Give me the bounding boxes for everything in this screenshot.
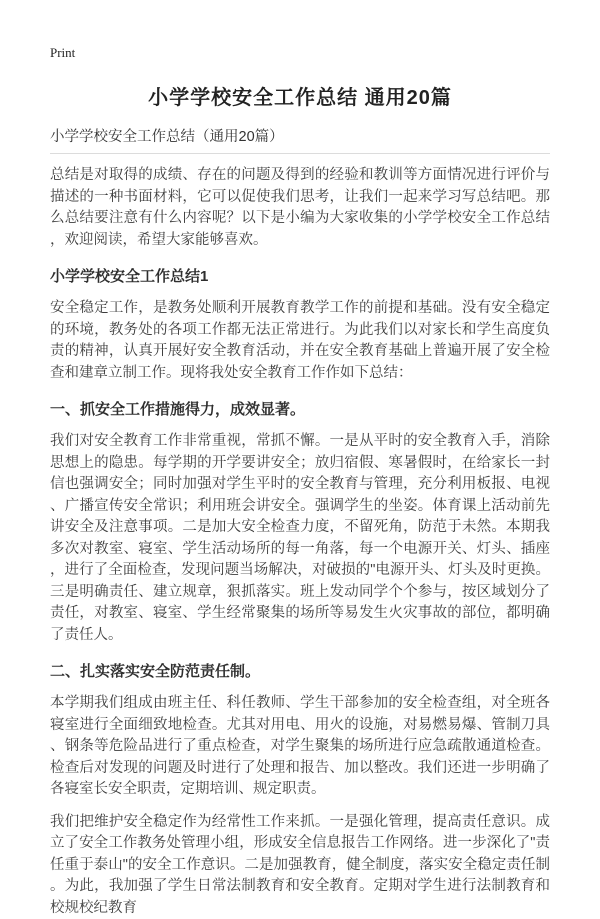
paragraph-management: 我们把维护安全稳定作为经常性工作来抓。一是强化管理，提高责任意识。成立了安全工作教务处管理小组，形成安全信息报告工作网络。进一步深化了"责任重于泰山"的安全工作意识。二是加强教育，健全制度，落实安全稳定责任制。为此，我加强了学生日常法制教育和安全教育。定期对学生进行法制教育和校规校纪教育 <box>50 812 550 919</box>
document-subtitle: 小学学校安全工作总结（通用20篇） <box>50 127 550 154</box>
paragraph-overview: 安全稳定工作，是教务处顺利开展教育教学工作的前提和基础。没有安全稳定的环境，教务处的各项工作都无法正常进行。为此我们以对家长和学生高度负责的精神，认真开展好安全教育活动，并在安全教育基础上普遍开展了安全检查和建章立制工作。现将我处安全教育工作作如下总结： <box>50 298 550 384</box>
print-button[interactable]: Print <box>50 45 75 61</box>
section-heading-responsibility: 二、扎实落实安全防范责任制。 <box>50 661 550 682</box>
paragraph-measures: 我们对安全教育工作非常重视，常抓不懈。一是从平时的安全教育入手，消除思想上的隐患。每学期的开学要讲安全；放归宿假、寒暑假时，在给家长一封信也强调安全；同时加强对学生平时的安全教育与管理，充分利用板报、电视、广播宣传安全常识；利用班会讲安全。强调学生的坐姿。体育课上活动前先讲安全及注意事项。二是加大安全检查力度，不留死角，防范于未然。本期我多次对教室、寝室、学生活动场所的每一角落，每一个电源开关、灯头、插座，进行了全面检查，发现问题当场解决，对破损的"电源开头、灯头及时更换。三是明确责任、建立规章，狠抓落实。班上发动同学个个参与，按区域划分了责任，对教室、寝室、学生经常聚集的场所等易发生火灾事故的部位，都明确了责任人。 <box>50 431 550 646</box>
paragraph-inspection: 本学期我们组成由班主任、科任教师、学生干部参加的安全检查组，对全班各寝室进行全面细致地检查。尤其对用电、用火的设施，对易燃易爆、管制刀具、钢条等危险品进行了重点检查，对学生聚集的场所进行应急疏散通道检查。检查后对发现的问题及时进行了处理和报告、加以整改。我们还进一步明确了各寝室长安全职责，定期培训、规定职责。 <box>50 693 550 801</box>
section-heading-summary-1: 小学学校安全工作总结1 <box>50 266 550 287</box>
intro-paragraph: 总结是对取得的成绩、存在的问题及得到的经验和教训等方面情况进行评价与描述的一种书面材料，它可以促使我们思考，让我们一起来学习写总结吧。那么总结要注意有什么内容呢？以下是小编为大家收集的小学学校安全工作总结，欢迎阅读，希望大家能够喜欢。 <box>50 165 550 251</box>
page-title: 小学学校安全工作总结 通用20篇 <box>50 85 550 111</box>
section-heading-measures: 一、抓安全工作措施得力，成效显著。 <box>50 399 550 420</box>
